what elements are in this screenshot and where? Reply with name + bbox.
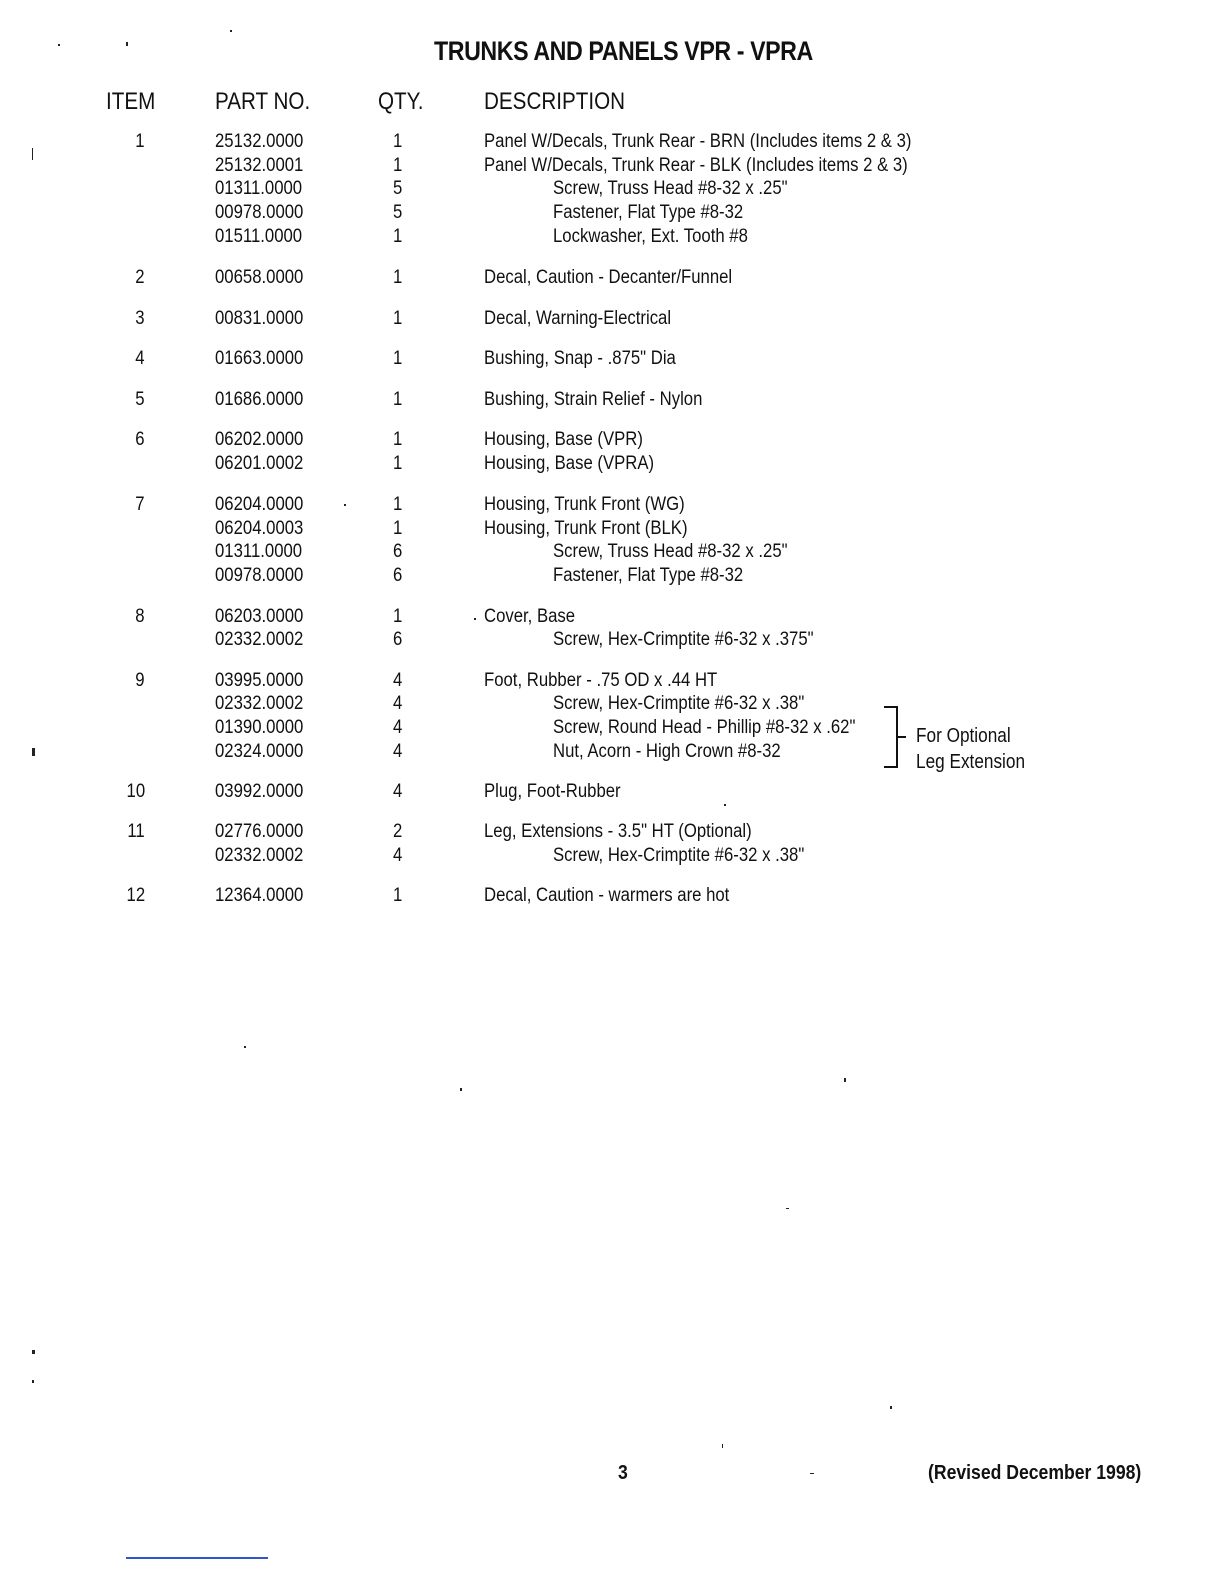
sub-description: Lockwasher, Ext. Tooth #8 xyxy=(553,226,748,247)
quantity: 1 xyxy=(393,348,403,369)
sub-description: Screw, Truss Head #8-32 x .25" xyxy=(553,178,788,199)
part-number: 02332.0002 xyxy=(215,693,304,714)
part-number: 01390.0000 xyxy=(215,717,304,738)
part-number: 02324.0000 xyxy=(215,741,304,762)
item-number: 8 xyxy=(135,606,145,627)
scan-speck xyxy=(474,618,476,620)
description: Cover, Base xyxy=(484,606,576,627)
part-number: 12364.0000 xyxy=(215,885,304,906)
item-number: 6 xyxy=(135,429,145,450)
item-number: 9 xyxy=(135,670,145,691)
quantity: 2 xyxy=(393,821,403,842)
item-number: 10 xyxy=(126,781,145,802)
part-number: 02332.0002 xyxy=(215,845,304,866)
part-number: 03992.0000 xyxy=(215,781,304,802)
quantity: 1 xyxy=(393,308,403,329)
item-number: 1 xyxy=(135,131,145,152)
part-number: 02332.0002 xyxy=(215,629,304,650)
part-number: 01311.0000 xyxy=(215,541,303,562)
scan-speck xyxy=(32,1380,34,1383)
scan-speck xyxy=(32,1350,35,1354)
part-number: 00658.0000 xyxy=(215,267,304,288)
part-number: 02776.0000 xyxy=(215,821,304,842)
part-number: 01663.0000 xyxy=(215,348,304,369)
revised-date: (Revised December 1998) xyxy=(928,1462,1142,1484)
quantity: 4 xyxy=(393,670,403,691)
quantity: 1 xyxy=(393,494,403,515)
quantity: 4 xyxy=(393,693,403,714)
part-number: 06204.0003 xyxy=(215,518,304,539)
sub-description: Fastener, Flat Type #8-32 xyxy=(553,202,744,223)
header-part-no: PART NO. xyxy=(215,88,311,115)
part-number: 01686.0000 xyxy=(215,389,304,410)
part-number: 06204.0000 xyxy=(215,494,304,515)
part-number: 00831.0000 xyxy=(215,308,304,329)
scan-speck xyxy=(724,804,726,806)
sub-description: Screw, Hex-Crimptite #6-32 x .38" xyxy=(553,693,805,714)
quantity: 1 xyxy=(393,267,403,288)
scan-speck xyxy=(126,42,128,46)
description: Foot, Rubber - .75 OD x .44 HT xyxy=(484,670,718,691)
part-number: 06202.0000 xyxy=(215,429,304,450)
part-number: 25132.0001 xyxy=(215,155,304,176)
item-number: 12 xyxy=(126,885,145,906)
quantity: 1 xyxy=(393,606,403,627)
description: Decal, Caution - Decanter/Funnel xyxy=(484,267,733,288)
header-description: DESCRIPTION xyxy=(484,88,626,115)
item-number: 5 xyxy=(135,389,145,410)
scan-speck xyxy=(244,1046,246,1048)
item-number: 11 xyxy=(127,821,145,842)
quantity: 1 xyxy=(393,453,403,474)
scan-speck xyxy=(722,1444,723,1448)
description: Decal, Warning-Electrical xyxy=(484,308,672,329)
scan-speck xyxy=(810,1473,814,1474)
description: Bushing, Strain Relief - Nylon xyxy=(484,389,703,410)
quantity: 6 xyxy=(393,565,403,586)
part-number: 00978.0000 xyxy=(215,202,304,223)
page-title: TRUNKS AND PANELS VPR - VPRA xyxy=(434,36,813,66)
item-number: 2 xyxy=(135,267,145,288)
sub-description: Screw, Round Head - Phillip #8-32 x .62" xyxy=(553,717,856,738)
quantity: 6 xyxy=(393,629,403,650)
scan-speck xyxy=(460,1088,462,1091)
part-number: 01311.0000 xyxy=(215,178,303,199)
page-number: 3 xyxy=(618,1462,628,1484)
scan-speck xyxy=(786,1208,789,1209)
description: Housing, Base (VPR) xyxy=(484,429,643,450)
header-item: ITEM xyxy=(106,88,156,115)
sub-description: Nut, Acorn - High Crown #8-32 xyxy=(553,741,781,762)
bracket-tick xyxy=(898,736,906,738)
quantity: 6 xyxy=(393,541,403,562)
scan-speck xyxy=(32,148,33,160)
header-qty: QTY. xyxy=(378,88,424,115)
sub-description: Screw, Truss Head #8-32 x .25" xyxy=(553,541,788,562)
quantity: 5 xyxy=(393,202,403,223)
item-number: 7 xyxy=(135,494,145,515)
scan-speck xyxy=(844,1078,846,1082)
quantity: 1 xyxy=(393,885,403,906)
note-line-1: For Optional xyxy=(916,725,1011,747)
quantity: 1 xyxy=(393,155,403,176)
description: Housing, Base (VPRA) xyxy=(484,453,655,474)
scan-speck xyxy=(58,44,60,46)
sub-description: Screw, Hex-Crimptite #6-32 x .375" xyxy=(553,629,814,650)
description: Bushing, Snap - .875" Dia xyxy=(484,348,676,369)
quantity: 5 xyxy=(393,178,403,199)
optional-bracket xyxy=(884,706,898,768)
description: Housing, Trunk Front (WG) xyxy=(484,494,685,515)
quantity: 4 xyxy=(393,717,403,738)
sub-description: Screw, Hex-Crimptite #6-32 x .38" xyxy=(553,845,805,866)
bottom-rule xyxy=(126,1557,268,1559)
quantity: 1 xyxy=(393,429,403,450)
scan-speck xyxy=(230,30,232,32)
quantity: 1 xyxy=(393,226,403,247)
part-number: 06201.0002 xyxy=(215,453,304,474)
description: Panel W/Decals, Trunk Rear - BRN (Includes items 2 & 3) xyxy=(484,131,912,152)
part-number: 25132.0000 xyxy=(215,131,304,152)
quantity: 4 xyxy=(393,741,403,762)
description: Housing, Trunk Front (BLK) xyxy=(484,518,688,539)
note-line-2: Leg Extension xyxy=(916,751,1026,773)
item-number: 3 xyxy=(135,308,145,329)
scan-speck xyxy=(32,748,35,756)
sub-description: Fastener, Flat Type #8-32 xyxy=(553,565,744,586)
description: Leg, Extensions - 3.5" HT (Optional) xyxy=(484,821,752,842)
description: Plug, Foot-Rubber xyxy=(484,781,621,802)
quantity: 4 xyxy=(393,781,403,802)
quantity: 1 xyxy=(393,131,403,152)
part-number: 06203.0000 xyxy=(215,606,304,627)
description: Decal, Caution - warmers are hot xyxy=(484,885,730,906)
part-number: 00978.0000 xyxy=(215,565,304,586)
description: Panel W/Decals, Trunk Rear - BLK (Includes items 2 & 3) xyxy=(484,155,908,176)
scan-speck xyxy=(890,1406,892,1409)
quantity: 1 xyxy=(393,389,403,410)
item-number: 4 xyxy=(135,348,145,369)
scan-speck xyxy=(344,504,346,506)
quantity: 4 xyxy=(393,845,403,866)
quantity: 1 xyxy=(393,518,403,539)
part-number: 03995.0000 xyxy=(215,670,304,691)
part-number: 01511.0000 xyxy=(215,226,303,247)
